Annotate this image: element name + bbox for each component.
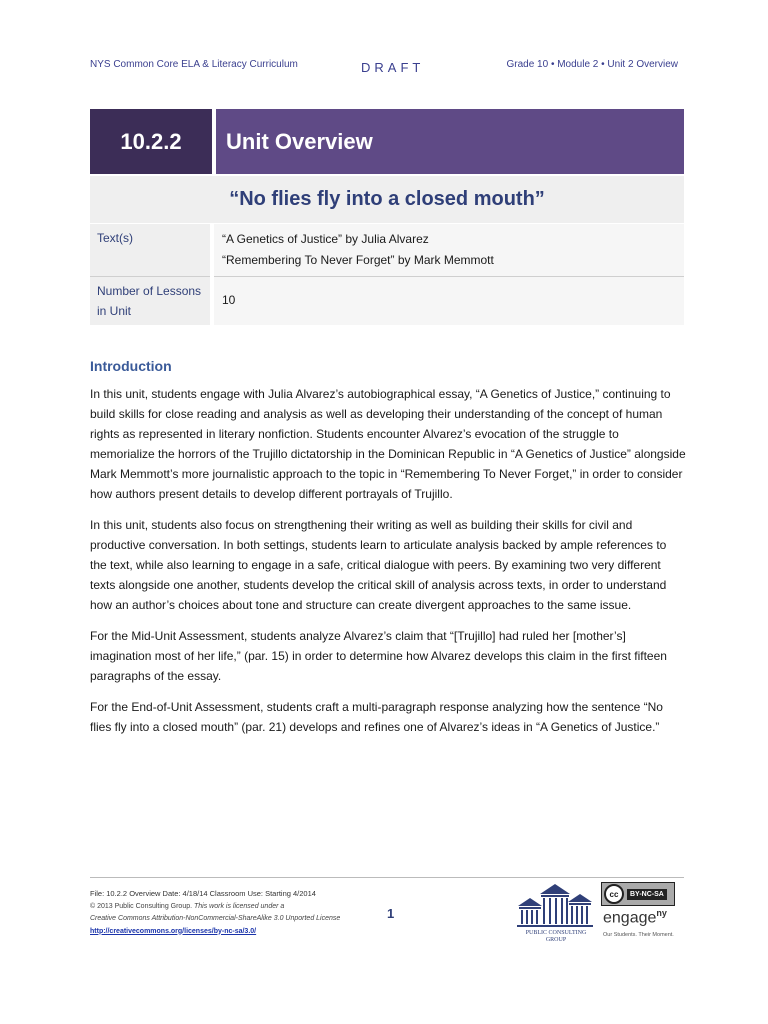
unit-quote: “No flies fly into a closed mouth” [90, 176, 684, 223]
lessons-row [90, 276, 684, 325]
cc-license-badge[interactable] [601, 882, 675, 906]
license-link[interactable]: http://creativecommons.org/licenses/by-nc-sa/3.0/ [90, 927, 257, 935]
unit-title: Unit Overview [216, 109, 684, 174]
unit-banner [90, 109, 684, 174]
copyright-text: © 2013 Public Consulting Group. [90, 902, 193, 910]
header-unit-path: Grade 10 • Module 2 • Unit 2 Overview [506, 59, 678, 70]
unit-number: 10.2.2 [90, 109, 212, 174]
pcg-name: PUBLIC CONSULTING GROUP [525, 930, 587, 943]
header-curriculum-title: NYS Common Core ELA & Literacy Curriculum [90, 59, 298, 70]
footer-divider [90, 877, 684, 878]
engage-sup: ny [656, 908, 667, 918]
footer-file-line: File: 10.2.2 Overview Date: 4/18/14 Classroom Use: Starting 4/2014 [90, 889, 316, 898]
introduction-paragraph: In this unit, students engage with Julia Alvarez’s autobiographical essay, “A Genetics of Justice,” continuing to build skills for close reading and analysis as well as developing their understanding of the concept of human rights as represented in literary nonfiction. Students encounter Alvarez’s evocation of the struggle to memorialize the horrors of the Trujillo dictatorship in the Dominican Republic in “A Genetics of Justice” alongside Mark Memmott’s more journalistic approach to the topic in “Remembering To Never Forget,” in order to consider how authors present details to develop different portrayals of Trujillo. [90, 387, 686, 501]
text-item: “Remembering To Never Forget” by Mark Memmott [222, 252, 494, 267]
lessons-value: 10 [212, 276, 684, 325]
license-name: Creative Commons Attribution-NonCommercial-ShareAlike 3.0 Unported License [90, 915, 341, 922]
unit-info-table [90, 224, 684, 325]
cc-icon: cc [604, 884, 624, 904]
texts-label: Text(s) [90, 224, 212, 276]
introduction-paragraph: For the End-of-Unit Assessment, students craft a multi-paragraph response analyzing how the sentence “No flies fly into a closed mouth” (par. 21) develops and refines one of Alvarez’s ideas in “A Genetics of Justice.” [90, 700, 663, 734]
engageny-logo [603, 908, 667, 927]
texts-row [90, 224, 684, 276]
introduction-body [90, 384, 686, 748]
introduction-heading: Introduction [90, 358, 172, 374]
engage-name: engage [603, 909, 657, 927]
introduction-paragraph: In this unit, students also focus on strengthening their writing as well as building their skills for civil and productive conversation. In both settings, students learn to articulate analysis backed by ample references to the text, while also learning to engage in a safe, critical dialogue with peers. By examining two very different texts alongside one another, students develop the critical skill of analysis across texts, in order to understand how an author’s choices about tone and structure can create divergent approaches to the same issue. [90, 518, 667, 612]
header-draft-label: DRAFT [361, 60, 425, 75]
footer-copyright [90, 901, 390, 914]
footer-info [90, 888, 390, 938]
license-intro: This work is licensed under a [194, 902, 285, 910]
texts-value [212, 224, 684, 276]
cc-badge-label: BY-NC-SA [627, 889, 667, 900]
introduction-paragraph: For the Mid-Unit Assessment, students analyze Alvarez’s claim that “[Trujillo] had ruled her [mother’s] imagination most of her life,” (par. 15) in order to determine how Alvarez develops this claim in the first fifteen paragraphs of the essay. [90, 629, 667, 683]
page-number: 1 [387, 906, 395, 921]
engageny-tagline: Our Students. Their Moment. [603, 932, 674, 938]
lessons-label: Number of Lessons in Unit [90, 276, 212, 325]
text-item: “A Genetics of Justice” by Julia Alvarez [222, 231, 429, 246]
